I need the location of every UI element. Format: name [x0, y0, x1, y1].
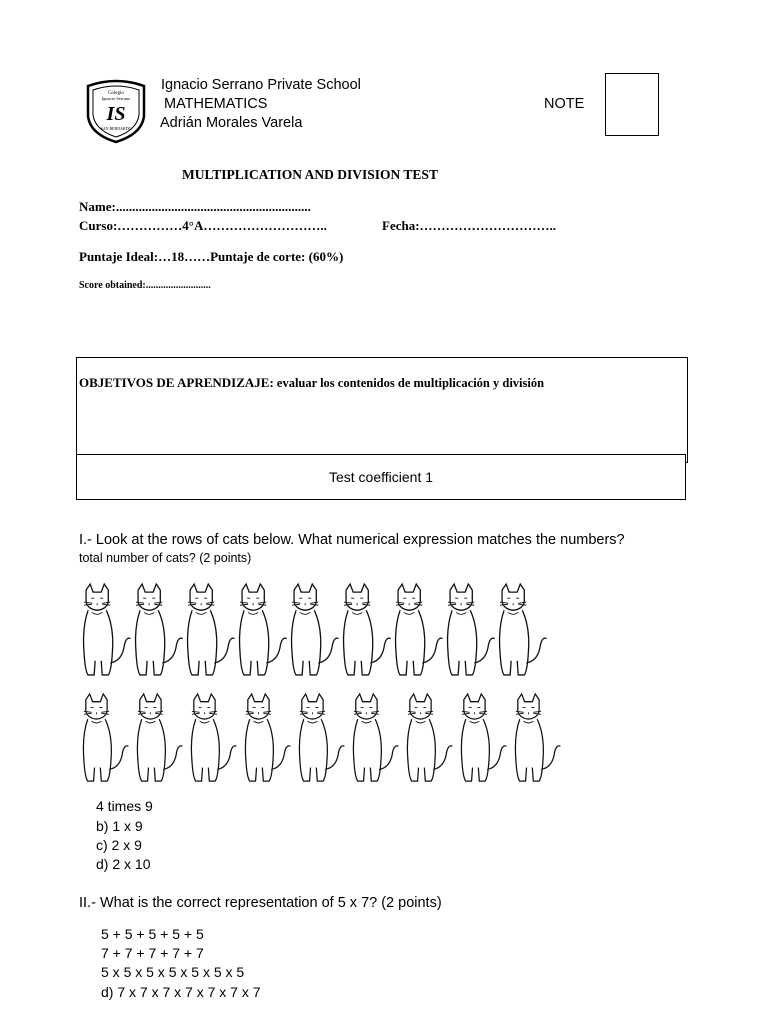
q2-option-a[interactable]: 5 + 5 + 5 + 5 + 5	[101, 926, 204, 942]
cat-figure	[461, 694, 506, 781]
cat-figure	[515, 694, 560, 781]
curso-field[interactable]: Curso:……………4°A………………………..	[79, 218, 327, 233]
cat-figure	[240, 584, 287, 675]
cat-figure	[191, 694, 236, 781]
school-crest-logo	[84, 78, 148, 144]
cats-row-2	[78, 692, 588, 787]
logo-text-city: SAN BERNARDO	[100, 126, 132, 131]
puntaje-line: Puntaje Ideal:…18……Puntaje de corte: (60%)	[79, 249, 344, 264]
cat-figure	[188, 584, 235, 675]
question1-prompt: I.- Look at the rows of cats below. What numerical expression matches the numbers?	[79, 532, 625, 548]
subject-name: MATHEMATICS	[164, 96, 268, 112]
cat-figure	[396, 584, 443, 675]
test-title: MULTIPLICATION AND DIVISION TEST	[182, 167, 438, 182]
q1-option-a[interactable]: 4 times 9	[96, 798, 153, 814]
cat-figure	[136, 584, 183, 675]
cat-figure	[407, 694, 452, 781]
q2-option-d[interactable]: d) 7 x 7 x 7 x 7 x 7 x 7 x 7	[101, 984, 261, 1000]
objectives-text	[79, 375, 544, 391]
question2-prompt: II.- What is the correct representation of 5 x 7? (2 points)	[79, 895, 442, 911]
cat-figure	[292, 584, 339, 675]
question1-subprompt: total number of cats? (2 points)	[79, 551, 252, 565]
cat-figure	[84, 584, 131, 675]
score-field[interactable]: Score obtained:..........................	[79, 280, 211, 291]
q1-option-b[interactable]: b) 1 x 9	[96, 818, 143, 834]
logo-text-school: Ignacio Serrano	[101, 96, 131, 101]
cat-figure	[353, 694, 398, 781]
coefficient-text: Test coefficient 1	[328, 469, 434, 485]
cat-figure	[344, 584, 391, 675]
logo-initials: IS	[106, 103, 126, 125]
cat-figure	[448, 584, 495, 675]
q1-option-c[interactable]: c) 2 x 9	[96, 837, 142, 853]
cat-figure	[299, 694, 344, 781]
cats-row-1	[78, 582, 568, 682]
logo-text-colegio: Colegio	[108, 91, 124, 96]
cat-figure	[500, 584, 547, 675]
note-label: NOTE	[544, 96, 585, 112]
objectives-label: OBJETIVOS DE APRENDIZAJE:	[79, 375, 274, 390]
q2-option-b[interactable]: 7 + 7 + 7 + 7 + 7	[101, 945, 204, 961]
fecha-field[interactable]: Fecha:…………………………..	[382, 218, 557, 233]
q2-option-c[interactable]: 5 x 5 x 5 x 5 x 5 x 5 x 5	[101, 964, 245, 980]
coefficient-box	[76, 454, 686, 500]
school-name: Ignacio Serrano Private School	[161, 77, 361, 93]
note-box[interactable]	[605, 73, 659, 136]
cat-figure	[245, 694, 290, 781]
teacher-name: Adrián Morales Varela	[160, 115, 303, 131]
cat-figure	[137, 694, 182, 781]
cat-figure	[83, 694, 128, 781]
q1-option-d[interactable]: d) 2 x 10	[96, 856, 151, 872]
objectives-description: evaluar los contenidos de multiplicación y división	[273, 376, 545, 390]
name-field[interactable]: Name:............................................................	[79, 199, 311, 214]
objectives-box	[76, 357, 688, 463]
